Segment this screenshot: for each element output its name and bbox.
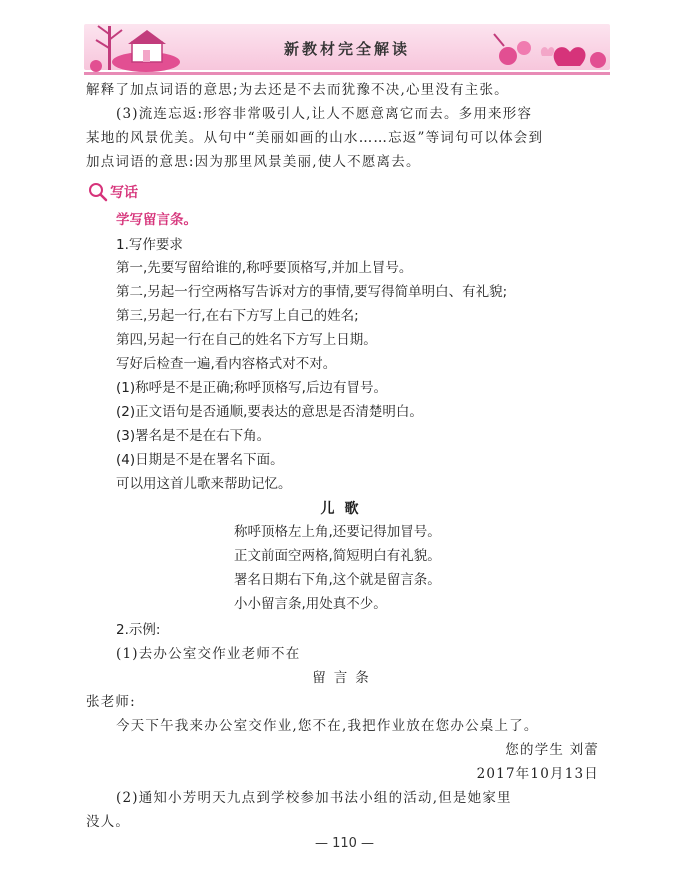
- paragraph-line-2: (3)流连忘返:形容非常吸引人,让人不愿意离它而去。多用来形容: [116, 106, 533, 122]
- song-line-1: 称呼顶格左上角,还要记得加冒号。: [234, 524, 441, 540]
- page-header: [84, 22, 610, 78]
- check-item-1: (1)称呼是不是正确;称呼顶格写,后边有冒号。: [116, 380, 387, 396]
- song-line-2: 正文前面空两格,简短明白有礼貌。: [234, 548, 441, 564]
- requirement-step-4: 第四,另起一行在自己的姓名下方写上日期。: [116, 332, 377, 348]
- song-title: 儿歌: [320, 501, 369, 517]
- example-heading: 2.示例:: [116, 622, 161, 638]
- requirement-step-3: 第三,另起一行,在右下方写上自己的姓名;: [116, 308, 359, 324]
- example-case-2-line-1: (2)通知小芳明天九点到学校参加书法小组的活动,但是她家里: [116, 790, 512, 806]
- note-body: 今天下午我来办公室交作业,您不在,我把作业放在您办公桌上了。: [116, 718, 539, 734]
- check-item-4: (4)日期是不是在署名下面。: [116, 452, 284, 468]
- paragraph-line-1: 解释了加点词语的意思;为去还是不去而犹豫不决,心里没有主张。: [86, 82, 509, 98]
- header-title: 新教材完全解读: [283, 40, 410, 58]
- note-title: 留言条: [312, 670, 377, 686]
- check-item-2: (2)正文语句是否通顺,要表达的意思是否清楚明白。: [116, 404, 423, 420]
- note-signature: 您的学生 刘蕾: [505, 742, 599, 758]
- header-rule: [84, 72, 610, 75]
- paragraph-line-3: 某地的风景优美。从句中“美丽如画的山水……忘返”等词句可以体会到: [86, 130, 544, 146]
- paragraph-line-4: 加点词语的意思:因为那里风景美丽,使人不愿离去。: [86, 154, 421, 170]
- check-item-3: (3)署名是不是在右下角。: [116, 428, 271, 444]
- magnifier-icon: [88, 182, 108, 202]
- song-line-4: 小小留言条,用处真不少。: [234, 596, 387, 612]
- song-intro: 可以用这首儿歌来帮助记忆。: [116, 476, 292, 492]
- requirement-step-2: 第二,另起一行空两格写告诉对方的事情,要写得简单明白、有礼貌;: [116, 284, 508, 300]
- requirement-step-1: 第一,先要写留给谁的,称呼要顶格写,并加上冒号。: [116, 260, 413, 276]
- song-line-3: 署名日期右下角,这个就是留言条。: [234, 572, 441, 588]
- example-case-1: (1)去办公室交作业老师不在: [116, 646, 301, 662]
- note-salutation: 张老师:: [86, 694, 136, 710]
- section-label: 写话: [110, 185, 138, 201]
- subtitle: 学写留言条。: [116, 212, 197, 228]
- page-number: — 110 —: [314, 836, 375, 851]
- requirements-heading: 1.写作要求: [116, 237, 183, 253]
- check-intro: 写好后检查一遍,看内容格式对不对。: [116, 356, 337, 372]
- note-date: 2017年10月13日: [476, 766, 599, 782]
- example-case-2-line-2: 没人。: [86, 814, 131, 830]
